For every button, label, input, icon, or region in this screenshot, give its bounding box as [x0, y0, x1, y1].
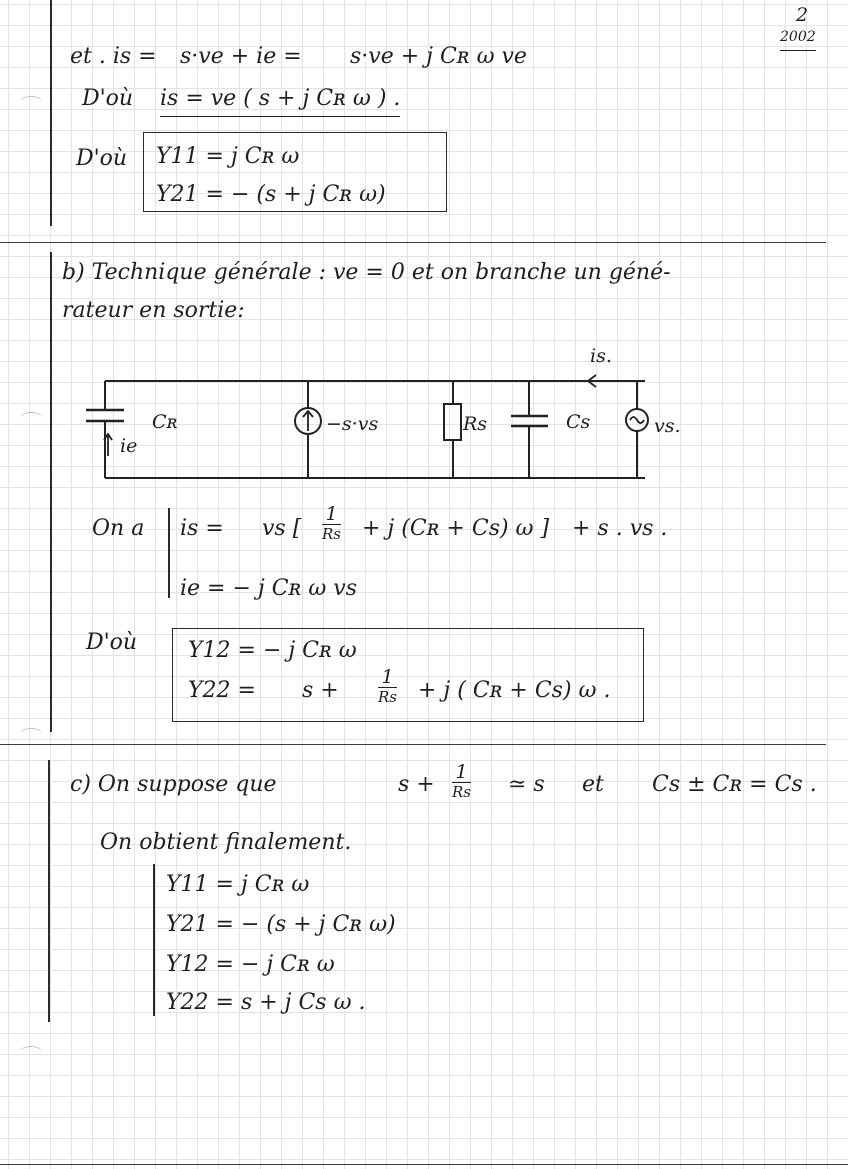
- final-system-brace: [153, 864, 155, 1016]
- page-bottom-edge: [0, 1164, 848, 1165]
- part-b-y22-rest: + j ( Cʀ + Cs) ω .: [418, 678, 611, 703]
- cond-approx: ≃ s: [508, 772, 545, 797]
- ie-label: ie: [120, 435, 138, 457]
- y22-fraction-den: Rs: [378, 688, 397, 706]
- final-y22: Y22 = s + j Cs ω .: [166, 990, 366, 1015]
- part-a-line2-equation: is = ve ( s + j Cʀ ω ) .: [160, 86, 400, 117]
- part-b-y22-s: s +: [302, 678, 339, 703]
- circuit-diagram: [0, 0, 848, 520]
- is-fraction-den: Rs: [322, 525, 341, 543]
- cr-label: Cʀ: [152, 411, 178, 433]
- part-b-y12: Y12 = − j Cʀ ω: [188, 638, 357, 663]
- cond-and: et: [582, 772, 604, 797]
- cs-label: Cs: [566, 411, 591, 433]
- y22-fraction: [378, 667, 397, 706]
- is-fraction-num: 1: [322, 504, 341, 525]
- part-b-y22-lhs: Y22 =: [188, 678, 256, 703]
- binder-hole: [20, 728, 42, 740]
- is-out-label: is.: [590, 345, 612, 367]
- final-y21: Y21 = − (s + j Cʀ ω): [166, 912, 396, 937]
- page-year: 2002: [780, 24, 816, 51]
- is-tail: + s . vs .: [572, 516, 668, 541]
- part-a-line1-rhs: s·ve + j Cʀ ω ve: [350, 44, 527, 69]
- page-number: 2: [796, 4, 809, 26]
- cond-c: Cs ± Cʀ = Cs .: [652, 772, 817, 797]
- y22-fraction-num: 1: [378, 667, 397, 688]
- binder-hole: [20, 1046, 42, 1058]
- is-rest: + j (Cʀ + Cs) ω ]: [362, 516, 550, 541]
- part-a-y11: Y11 = j Cʀ ω: [156, 144, 300, 169]
- part-b-result-label: D'où: [86, 630, 138, 655]
- part-a-line1-lhs: et . is =: [70, 44, 157, 69]
- is-lhs: is =: [180, 516, 224, 541]
- part-a-line2-label: D'où: [82, 86, 134, 111]
- is-factor: vs [: [262, 516, 302, 541]
- cond-fraction-den: Rs: [452, 783, 471, 801]
- is-fraction: [322, 504, 341, 543]
- part-a-y21: Y21 = − (s + j Cʀ ω): [156, 182, 386, 207]
- final-y12: Y12 = − j Cʀ ω: [166, 952, 335, 977]
- part-c-conclusion: On obtient finalement.: [100, 830, 352, 855]
- cond-s: s +: [398, 772, 435, 797]
- cond-fraction-num: 1: [452, 762, 471, 783]
- section-divider: [0, 744, 826, 745]
- part-b-heading-line1: b) Technique générale : ve = 0 et on branche un géné-: [62, 260, 671, 285]
- part-b-heading-line2: rateur en sortie:: [62, 298, 245, 323]
- ie-equation: ie = − j Cʀ ω vs: [180, 576, 357, 601]
- final-y11: Y11 = j Cʀ ω: [166, 872, 310, 897]
- source-label: −s·vs: [326, 413, 379, 435]
- rs-label: Rs: [463, 413, 488, 435]
- margin-line: [48, 760, 50, 1022]
- cond-fraction: [452, 762, 471, 801]
- part-a-line1-mid: s·ve + ie =: [180, 44, 302, 69]
- system-label: On a: [92, 516, 145, 541]
- vs-label: vs.: [654, 415, 681, 437]
- part-c-intro: c) On suppose que: [70, 772, 277, 797]
- part-a-result-label: D'où: [76, 146, 128, 171]
- system-brace: [168, 508, 170, 598]
